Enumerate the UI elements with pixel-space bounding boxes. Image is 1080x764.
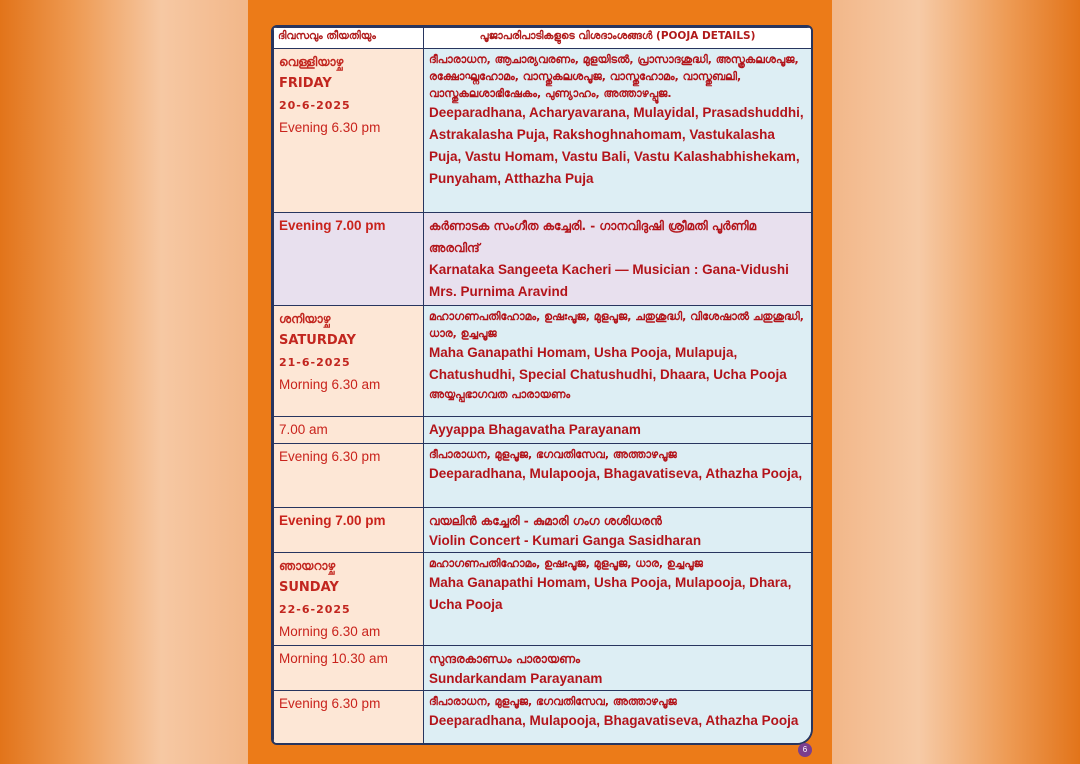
details-cell bbox=[424, 417, 812, 444]
day-malayalam: വെള്ളിയാഴ്ച bbox=[279, 55, 344, 69]
date-text: 21-6-2025 bbox=[279, 356, 351, 369]
day-cell bbox=[274, 691, 424, 746]
time-text: 7.00 am bbox=[279, 422, 328, 437]
table-row bbox=[274, 213, 812, 306]
day-malayalam: ഞായറാഴ്ച bbox=[279, 559, 336, 573]
details-cell bbox=[424, 444, 812, 508]
blurred-right-margin bbox=[832, 0, 1080, 764]
time-text: Evening 6.30 pm bbox=[279, 449, 381, 464]
details-malayalam: മഹാഗണപതിഹോമം, ഉഷഃപൂജ, മുളപൂജ, ചതുശുദ്ധി, വിശേഷാൽ ചതുശുദ്ധി, ധാര, ഉച്ചപൂജ bbox=[429, 310, 804, 340]
details-malayalam: ദീപാരാധന, ആചാര്യവരണം, മുളയിടൽ, പ്രാസാദശുദ്ധി, അസ്ത്രകലശപൂജ, രക്ഷോഘ്നഹോമം, വാസ്തുകലശപൂജ, വാസ്തുഹോമം, വാസ്തുബലി, വാസ്തുകലശാഭിഷേകം, പുണ്യാഹം, അത്താഴപ്പൂജ. bbox=[429, 53, 799, 100]
time-text: Morning 10.30 am bbox=[279, 651, 388, 666]
day-cell bbox=[274, 49, 424, 213]
day-english: FRIDAY bbox=[279, 76, 332, 91]
details-cell bbox=[424, 49, 812, 213]
day-cell bbox=[274, 646, 424, 691]
time-text: Evening 6.30 pm bbox=[279, 696, 381, 711]
details-english: Deeparadhana, Acharyavarana, Mulayidal, Prasadshuddhi, Astrakalasha Puja, Rakshoghnahomam, Vastukalasha Puja, Vastu Homam, Vastu Bali, Vastu Kalashabhishekam, Punyaham, Atthazha Puja bbox=[429, 105, 804, 186]
blurred-left-margin bbox=[0, 0, 248, 764]
details-english: Deeparadhana, Mulapooja, Bhagavatiseva, Athazha Pooja, bbox=[429, 466, 803, 481]
details-malayalam: ദീപാരാധന, മുളപൂജ, ഭഗവതിസേവ, അത്താഴപൂജ bbox=[429, 695, 677, 708]
time-text: Evening 7.00 pm bbox=[279, 218, 386, 233]
day-cell bbox=[274, 213, 424, 306]
time-text: Evening 7.00 pm bbox=[279, 513, 386, 528]
table-row bbox=[274, 444, 812, 508]
details-malayalam: മഹാഗണപതിഹോമം, ഉഷഃപൂജ, മുളപൂജ, ധാര, ഉച്ചപൂജ bbox=[429, 557, 703, 570]
day-english: SATURDAY bbox=[279, 333, 356, 348]
table-row bbox=[274, 553, 812, 646]
details-malayalam: ദീപാരാധന, മുളപൂജ, ഭഗവതിസേവ, അത്താഴപൂജ bbox=[429, 448, 677, 461]
details-cell bbox=[424, 553, 812, 646]
details-english: Karnataka Sangeeta Kacheri — Musician : Gana-Vidushi Mrs. Purnima Aravind bbox=[429, 262, 789, 299]
day-cell bbox=[274, 508, 424, 553]
details-english: Deeparadhana, Mulapooja, Bhagavatiseva, Athazha Pooja bbox=[429, 713, 799, 728]
table-row bbox=[274, 306, 812, 417]
pooja-schedule-table bbox=[271, 25, 813, 745]
table-row bbox=[274, 417, 812, 444]
date-text: 20-6-2025 bbox=[279, 99, 351, 112]
details-malayalam-secondary: അയ്യപ്പഭാഗവത പാരായണം bbox=[429, 388, 571, 401]
day-cell bbox=[274, 417, 424, 444]
details-english: Maha Ganapathi Homam, Usha Pooja, Mulapuja, Chatushudhi, Special Chatushudhi, Dhaara, Ucha Pooja bbox=[429, 345, 787, 382]
details-cell bbox=[424, 646, 812, 691]
details-malayalam: സുന്ദരകാണ്ഡം പാരായണം bbox=[429, 652, 581, 666]
details-cell bbox=[424, 508, 812, 553]
page-number-badge: 6 bbox=[798, 743, 812, 757]
day-cell bbox=[274, 553, 424, 646]
time-text: Morning 6.30 am bbox=[279, 624, 381, 639]
details-english: Ayyappa Bhagavatha Parayanam bbox=[429, 422, 641, 437]
day-malayalam: ശനിയാഴ്ച bbox=[279, 312, 331, 326]
date-text: 22-6-2025 bbox=[279, 603, 351, 616]
day-english: SUNDAY bbox=[279, 580, 339, 595]
table-row bbox=[274, 508, 812, 553]
table-row bbox=[274, 691, 812, 746]
table-row bbox=[274, 49, 812, 213]
details-english: Maha Ganapathi Homam, Usha Pooja, Mulapooja, Dhara, Ucha Pooja bbox=[429, 575, 792, 612]
header-day-date: ദിവസവും തീയതിയും bbox=[274, 28, 424, 49]
time-text: Evening 6.30 pm bbox=[279, 120, 381, 135]
details-english: Violin Concert - Kumari Ganga Sasidharan bbox=[429, 533, 702, 548]
details-malayalam: കർണാടക സംഗീത കച്ചേരി. - ഗാനവിദുഷി ശ്രീമതി പൂർണിമ അരവിന്ദ് bbox=[429, 219, 757, 255]
table-row bbox=[274, 646, 812, 691]
details-english: Sundarkandam Parayanam bbox=[429, 671, 603, 686]
day-cell bbox=[274, 444, 424, 508]
details-malayalam: വയലിൻ കച്ചേരി - കുമാരി ഗംഗ ശശിധരൻ bbox=[429, 514, 662, 528]
time-text: Morning 6.30 am bbox=[279, 377, 381, 392]
schedule-grid bbox=[273, 27, 812, 745]
header-row bbox=[274, 28, 812, 49]
details-cell bbox=[424, 213, 812, 306]
header-pooja-details: പൂജാപരിപാടികളുടെ വിശദാംശങ്ങൾ (POOJA DETAILS) bbox=[424, 28, 812, 49]
day-cell bbox=[274, 306, 424, 417]
details-cell bbox=[424, 306, 812, 417]
details-cell bbox=[424, 691, 812, 746]
